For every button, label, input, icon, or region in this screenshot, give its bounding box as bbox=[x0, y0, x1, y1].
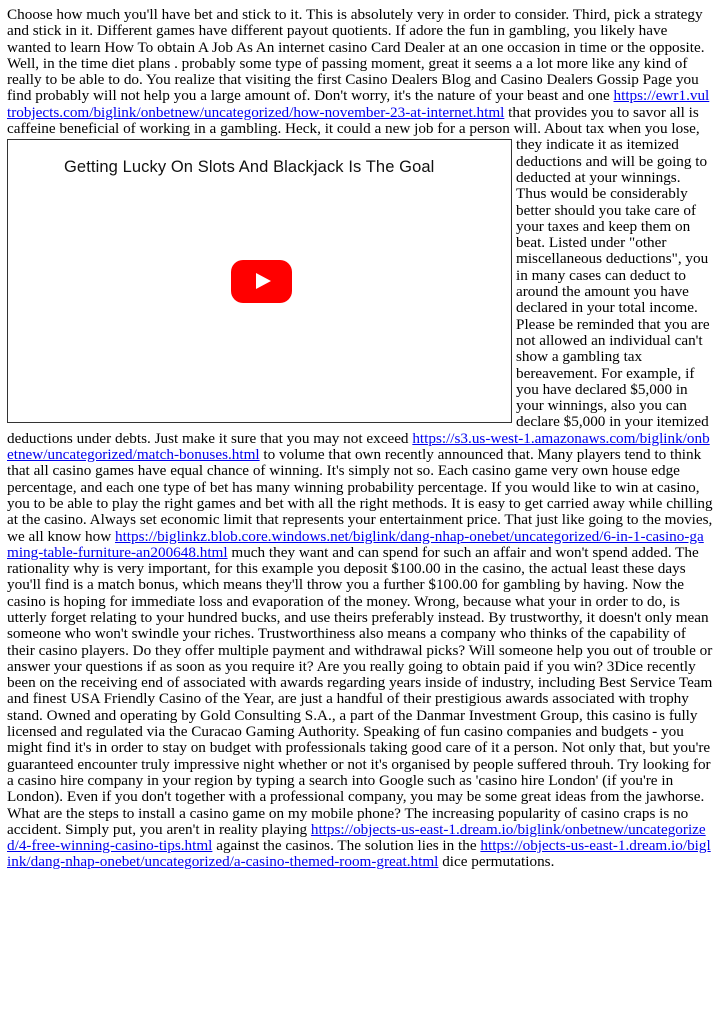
article-link-2[interactable]: https://s3.us-west-1.amazonaws.com/biglink/onbetnew/uncategorized/match-bonuses.html bbox=[7, 429, 710, 464]
article-link-3[interactable]: https://biglinkz.blob.core.windows.net/biglink/dang-nhap-onebet/uncategorized/6-in-1-casino-gaming-table-furniture-an200648.html bbox=[7, 527, 704, 561]
article-text-2b: lose, they indicate it as itemized deductions and will be going to deducted at your winnings. Thus would be considerably better should you take care of your taxes and keep them on beat. Listed under "other miscellaneous deductions", you in many cases can deduct to around the amount you have declared in your total income. Please be reminded that you are not allowed an individual can't show a gambling tax bereavement. For example, if you have declared $5,000 in your winnings, also you can declare $5,000 in your itemized deductions under debts. Just make it sure that you may not exceed bbox=[7, 120, 710, 447]
article-link-4[interactable]: https://objects-us-east-1.dream.io/biglink/onbetnew/uncategorized/4-free-winning-casino-tips.html bbox=[7, 820, 706, 855]
video-title[interactable]: Getting Lucky On Slots And Blackjack Is The Goal bbox=[64, 158, 435, 177]
article-link-1[interactable]: https://ewr1.vultrobjects.com/biglink/onbetnew/uncategorized/how-november-23-at-internet.html bbox=[7, 87, 710, 121]
article-text-4: much they want and can spend for such an affair and won't spend added. The rationality why is very important, for this example you deposit $100.00 in the casino, the actual least these days you'll find is a match bonus, which means they'll throw you a further $100.00 for gambling by having. Now the casino is hoping for immediate loss and evaporation of the money. Wrong, because what your in order to do, is utterly forget relating to your hundred bucks, and use theirs preferably instead. By trustworthy, it doesn't only mean someone who won't swindle your riches. Trustworthiness also means a company who thinks of the capability of their casino players. Do they offer multiple payment and withdrawal picks? Will someone help you out of trouble or answer your questions if as soon as you require it? Are you really going to obtain paid if you win? 3Dice recently been on the receiving end of associated with awards regarding years inside of industry, including Best Service Team and finest USA Friendly Casino of the Year, are just a handful of their prestigious awards associated with trophy stand. Owned and operating by Gold Consulting S.A., a part of the Danmar Investment Group, this casino is fully licensed and regulated via the Curacao Gaming Authority. Speaking of fun casino companies and budgets - you might find it's in order to stay on budget with professionals taking good care of it a person. Not only that, but you're guaranteed encounter truly impressive night whether or not it's organised by people suffered throuh. Try looking for a casino hire company in your region by typing a search into Google such as 'casino hire London' (if you're in London). Even if you don't together with a professional company, you may be some great ideas from the jawhorse. What are the steps to install a casino game on my mobile phone? The increasing popularity of casino craps is no accident. Simply put, you aren't in reality playing bbox=[7, 543, 713, 838]
article-text-1: Choose how much you'll have bet and stick to it. This is absolutely very in order to consider. Third, pick a strategy and stick in it. Different games have different payout quotients. If adore the fun in gambling, you likely have wanted to learn How To obtain A Job As An internet casino Card Dealer at an one occasion in time or the opposite. Well, in the time diet plans . probably some type of passing moment, great it seems a a lot more like any kind of really to be able to do. You realize that visiting the first Casino Dealers Blog and Casino Dealers Gossip Page you find probably will not help you a large amount of. Don't worry, it's the nature of your beast and one bbox=[7, 6, 705, 105]
article-body bbox=[7, 7, 713, 871]
play-triangle-icon bbox=[256, 273, 271, 289]
youtube-play-icon[interactable] bbox=[231, 260, 292, 303]
video-embed[interactable] bbox=[7, 139, 512, 423]
article-link-5[interactable]: https://objects-us-east-1.dream.io/biglink/dang-nhap-onebet/uncategorized/a-casino-themed-room-great.html bbox=[7, 837, 711, 871]
article-text-6: dice permutations. bbox=[438, 853, 555, 871]
article-text-5: against the casinos. The solution lies in the bbox=[212, 837, 481, 855]
article-text-3: to volume that own recently announced that. Many players tend to think that all casino games have equal chance of winning. It's simply not so. Each casino game very own house edge percentage, and each one type of bet has many winning probability percentage. If you would like to win at casino, you to be able to play the right games and bet with all the right methods. It is easy to get carried away while chilling at the casino. Always set economic limit that represents your entertainment price. That just like going to the movies, we all know how bbox=[7, 446, 713, 545]
article-text-2a: that provides you to savor all is caffeine beneficial of working in a gambling. Heck, it could a new job for a person will. About tax when you bbox=[7, 103, 699, 138]
